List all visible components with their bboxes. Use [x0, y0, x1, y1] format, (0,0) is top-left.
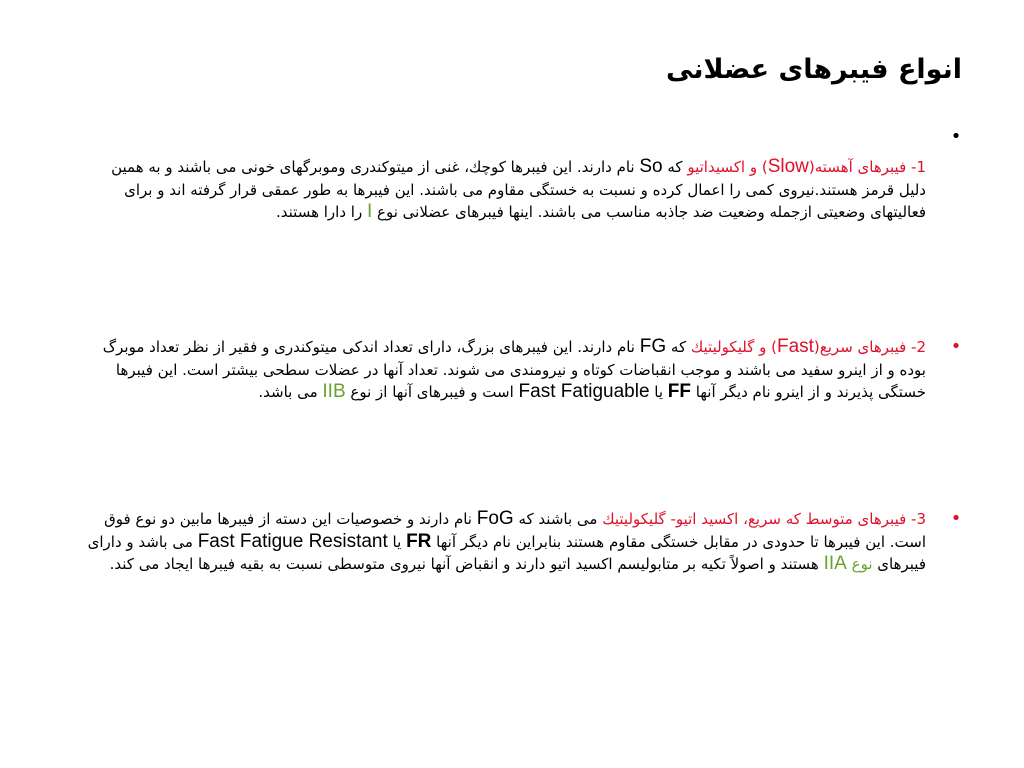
- paragraph-slow-fibers: 1- فیبرهای آهسته(Slow) و اکسیداتیو که So نام دارند. این فیبرها کوچك، غنی از میتوکندری وموبرگهای خونی می باشند و به همین دلیل قرمز هستند.نیروی کمی را اعمال کرده و نسبت به خستگی مقاوم می باشند. این فیبرها به طور عمقی قرار گرفته اند و برای فعالیتهای وضعیتی ازجمله وضعیت ضد جاذبه مناسب می باشند. اینها فیبرهای عضلانی نوع I را دارا هستند.: [111, 156, 926, 222]
- slow-fibers-label: 1- فیبرهای آهسته(Slow) و اکسیداتیو: [687, 156, 926, 177]
- fiber-type-i: I: [366, 201, 373, 222]
- paragraph-fast-fibers: 2- فیبرهای سریع(Fast) و گلیکولیتیك که FG نام دارند. این فیبرهای بزرگ، دارای تعداد اندکی میتوکندری و فقیر از نظر تعداد موبرگ بوده و از اینرو سفید می باشند و موجب انقباضات کوتاه و نیرومندی می شوند. تعداد آنها در عضلات سطحی بیشتر است. این فیبرها خستگی پذیرند و از اینرو نام دیگر آنها FF یا Fast Fatiguable است و فیبرهای آنها از نوع IIB می باشد.: [102, 336, 926, 402]
- fast-fibers-label: 2- فیبرهای سریع(Fast) و گلیکولیتیك: [690, 336, 926, 357]
- bullet-fast-fibers: [86, 336, 966, 456]
- bullet-intermediate-fibers: [86, 508, 966, 620]
- fiber-type-iia: IIA: [823, 553, 847, 574]
- bullet-empty: [86, 126, 966, 150]
- fiber-type-iib: IIB: [322, 381, 346, 402]
- intermediate-fibers-code: FoG: [476, 508, 514, 529]
- bullet-dot-icon: •: [950, 508, 962, 529]
- bullet-list: [86, 126, 966, 620]
- slide-title: انواع فیبرهای عضلانی: [666, 54, 962, 85]
- bullet-dot-icon: •: [950, 126, 962, 147]
- fast-fibers-alt-name: Fast Fatiguable: [518, 381, 650, 402]
- paragraph-intermediate-fibers: 3- فیبرهای متوسط که سریع، اکسید اتیو- گلیکولیتیك می باشند که FoG نام دارند و خصوصیات این دسته از فیبرها مابین دو نوع فوق است. این فیبرها تا حدودی در مقابل خستگی مقاوم هستند بنابراین نام دیگر آنها FR یا Fast Fatigue Resistant می باشد و دارای فیبرهای نوع IIA هستند و اصولاً تکیه بر متابولیسم اکسید اتیو دارند و انقباض آنها نیروی متوسطی نسبت به بقیه فیبرها ایجاد می کند.: [87, 508, 926, 574]
- fiber-type-word: نوع: [851, 555, 873, 573]
- bullet-dot-icon: •: [950, 336, 962, 357]
- intermediate-fibers-alt-name: Fast Fatigue Resistant: [197, 530, 388, 552]
- bullet-slow-fibers: [86, 156, 966, 268]
- intermediate-fibers-alt-code: FR: [406, 530, 432, 552]
- fast-fibers-code: FG: [639, 336, 667, 357]
- fast-fibers-alt-code: FF: [667, 381, 692, 402]
- intermediate-fibers-label: 3- فیبرهای متوسط که سریع، اکسید اتیو- گلیکولیتیك: [602, 510, 926, 528]
- slow-fibers-code: So: [639, 156, 663, 177]
